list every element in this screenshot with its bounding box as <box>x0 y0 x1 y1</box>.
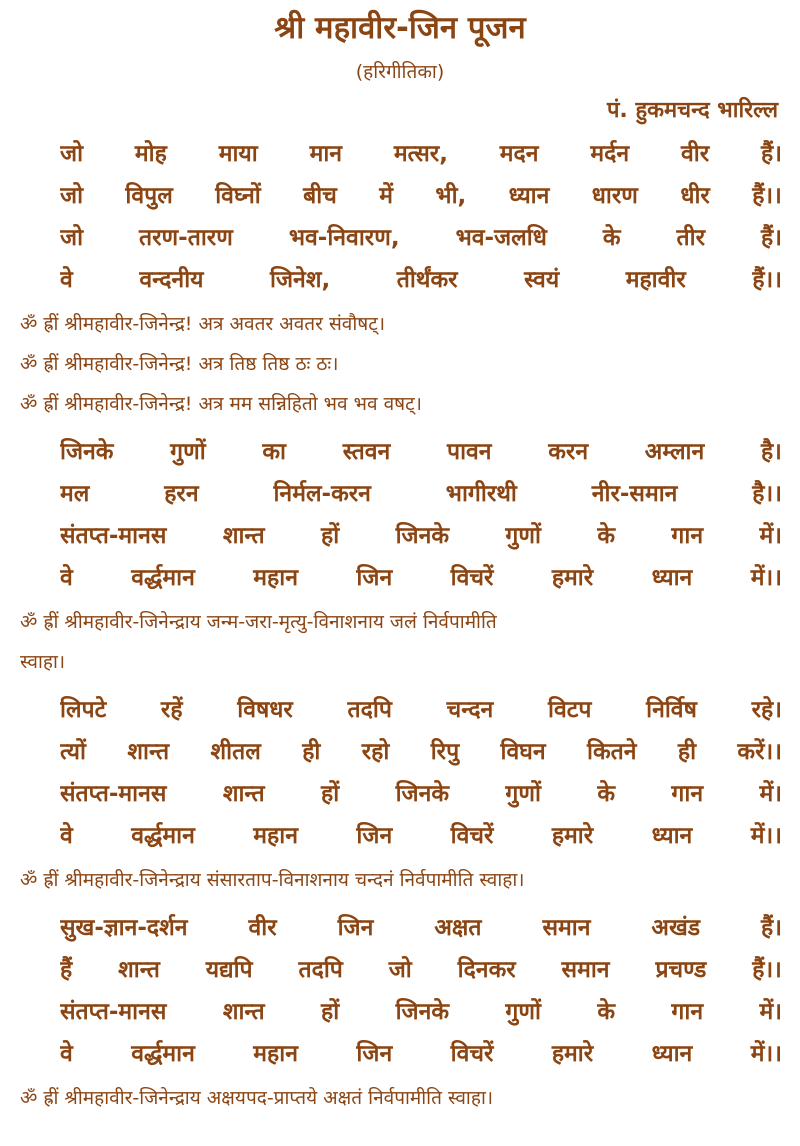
verse-word: हमारे <box>551 565 594 591</box>
verse-word: के <box>597 781 616 807</box>
verse-word: वे <box>60 565 73 591</box>
verse-word: शान्त <box>118 957 160 983</box>
verse-word: लिपटे <box>60 697 107 723</box>
verse-word: विटप <box>548 697 592 723</box>
verse-word: विचरें <box>450 565 494 591</box>
verse-word: अक्षत <box>434 915 482 941</box>
verse-word: महान <box>253 565 298 591</box>
verse-word: तीर <box>676 225 705 251</box>
verse-word: हैं। <box>761 915 782 941</box>
verse-word: है। <box>760 439 782 465</box>
verse-word: ध्यान <box>508 183 550 209</box>
verse-word: के <box>602 225 621 251</box>
verse-word: जिन <box>356 1041 393 1067</box>
verse-word: में।। <box>750 1041 782 1067</box>
verse-word: ध्यान <box>651 823 693 849</box>
verse-word: में।। <box>750 823 782 849</box>
verse-word: शान्त <box>222 999 265 1025</box>
verse-word: हों <box>321 523 340 549</box>
verse-word: महान <box>253 1041 298 1067</box>
verse-line <box>60 478 782 510</box>
verse-word: विघन <box>500 739 546 765</box>
verse-word: तीर्थंकर <box>396 267 458 293</box>
verse-word: तदपि <box>298 957 343 983</box>
verse-word: ही <box>677 739 697 765</box>
verse-word: मान <box>309 141 343 167</box>
verse-word: अम्लान <box>644 439 705 465</box>
mantra-line: ॐ ह्रीं श्रीमहावीर-जिनेन्द्र! अत्र अवतर अवतर संवौषट्। <box>20 313 386 335</box>
verse-word: वे <box>60 1041 73 1067</box>
verse-word: हमारे <box>551 823 594 849</box>
verse-word: वन्दनीय <box>139 267 204 293</box>
verse-word: जो <box>60 141 84 167</box>
verse-word: भागीरथी <box>445 481 517 507</box>
verse-line <box>60 520 782 552</box>
verse-word: गान <box>671 781 704 807</box>
verse-word: शान्त <box>127 739 170 765</box>
verse-word: शान्त <box>222 523 265 549</box>
verse-word: संतप्त-मानस <box>60 999 167 1025</box>
verse-word: हों <box>321 781 340 807</box>
verse-word: निर्मल-करन <box>273 481 371 507</box>
verse-word: का <box>262 439 286 465</box>
verse-word: ध्यान <box>651 1041 693 1067</box>
verse-word: गुणों <box>505 781 541 807</box>
verse-word: गुणों <box>170 439 206 465</box>
verse-word: में।। <box>750 565 782 591</box>
verse-word: वे <box>60 823 73 849</box>
verse-line <box>60 820 782 852</box>
mantra-line: ॐ ह्रीं श्रीमहावीर-जिनेन्द्र! अत्र तिष्ठ तिष्ठ ठः ठः। <box>20 353 339 375</box>
verse-word: गान <box>671 523 704 549</box>
verse-word: जिन <box>337 915 374 941</box>
verse-word: प्रचण्ड <box>655 957 707 983</box>
verse-word: जो <box>60 183 84 209</box>
verse-word: हों <box>321 999 340 1025</box>
verse-word: में। <box>759 999 782 1025</box>
verse-word: हमारे <box>551 1041 594 1067</box>
verse-word: गान <box>671 999 704 1025</box>
verse-word: त्यों <box>60 739 86 765</box>
verse-word: करें।। <box>737 739 782 765</box>
verse-word: महान <box>253 823 298 849</box>
verse-word: हैं।। <box>752 183 782 209</box>
verse-line <box>60 736 782 768</box>
verse-word: वर्द्धमान <box>131 823 195 849</box>
verse-word: शीतल <box>210 739 261 765</box>
verse-word: धारण <box>591 183 638 209</box>
verse-word: जिनके <box>395 781 450 807</box>
verse-word: हैं। <box>761 225 782 251</box>
verse-word: रिपु <box>430 739 460 765</box>
verse-word: ध्यान <box>651 565 693 591</box>
verse-line <box>60 264 782 296</box>
verse-word: ही <box>302 739 321 765</box>
verse-line <box>60 778 782 810</box>
verse-line <box>60 562 782 594</box>
verse-line <box>60 222 782 254</box>
verse-word: शान्त <box>222 781 265 807</box>
verse-word: वर्द्धमान <box>131 565 195 591</box>
mantra-line: ॐ ह्रीं श्रीमहावीर-जिनेन्द्र! अत्र मम सन्निहितो भव भव वषट्। <box>20 393 422 415</box>
verse-word: हैं।। <box>752 957 782 983</box>
verse-word: वे <box>60 267 73 293</box>
verse-word: भव-जलधि <box>455 225 547 251</box>
verse-word: के <box>597 999 616 1025</box>
mantra-line: ॐ ह्रीं श्रीमहावीर-जिनेन्द्राय जन्म-जरा-मृत्यु-विनाशनाय जलं निर्वपामीति <box>20 611 497 633</box>
verse-word: दिनकर <box>457 957 516 983</box>
verse-word: पावन <box>447 439 492 465</box>
verse-word: विपुल <box>125 183 173 209</box>
verse-word: चन्दन <box>446 697 494 723</box>
verse-word: वर्द्धमान <box>131 1041 195 1067</box>
verse-word: भी, <box>435 183 467 209</box>
verse-word: के <box>597 523 616 549</box>
verse-word: तरण-तारण <box>139 225 233 251</box>
verse-word: हैं। <box>761 141 782 167</box>
mantra-line: ॐ ह्रीं श्रीमहावीर-जिनेन्द्राय संसारताप-विनाशनाय चन्दनं निर्वपामीति स्वाहा। <box>20 869 525 891</box>
verse-word: कितने <box>587 739 637 765</box>
verse-word: निर्विष <box>646 697 697 723</box>
verse-word: विषधर <box>237 697 293 723</box>
verse-line <box>60 1038 782 1070</box>
verse-word: मत्सर, <box>393 141 448 167</box>
verse-word: मल <box>60 481 90 507</box>
mantra-line: स्वाहा। <box>20 651 66 673</box>
verse-word: बीच <box>303 183 337 209</box>
verse-line <box>60 912 782 944</box>
verse-word: धीर <box>680 183 710 209</box>
verse-line <box>60 180 782 212</box>
verse-word: रहे। <box>751 697 782 723</box>
verse-word: समान <box>561 957 610 983</box>
verse-word: गुणों <box>505 999 541 1025</box>
verse-word: में। <box>759 781 782 807</box>
page-title: श्री महावीर-जिन पूजन <box>274 10 526 46</box>
verse-word: महावीर <box>625 267 686 293</box>
verse-word: में <box>379 183 394 209</box>
verse-word: हैं <box>60 957 73 983</box>
verse-word: मोह <box>134 141 167 167</box>
verse-word: जिनके <box>60 439 114 465</box>
verse-word: रहो <box>361 739 390 765</box>
verse-word: है।। <box>752 481 782 507</box>
verse-word: हैं।। <box>752 267 782 293</box>
verse-word: करन <box>548 439 589 465</box>
verse-word: विघ्नों <box>215 183 261 209</box>
mantra-line: ॐ ह्रीं श्रीमहावीर-जिनेन्द्राय अक्षयपद-प्राप्तये अक्षतं निर्वपामीति स्वाहा। <box>20 1087 494 1109</box>
verse-word: विचरें <box>450 1041 494 1067</box>
verse-word: जो <box>388 957 412 983</box>
verse-word: मदन <box>499 141 539 167</box>
verse-word: अखंड <box>651 915 701 941</box>
verse-word: नीर-समान <box>591 481 678 507</box>
verse-word: जिन <box>356 565 393 591</box>
verse-line <box>60 436 782 468</box>
verse-word: सुख-ज्ञान-दर्शन <box>60 915 188 941</box>
verse-word: संतप्त-मानस <box>60 781 167 807</box>
verse-word: मर्दन <box>590 141 630 167</box>
verse-line <box>60 996 782 1028</box>
verse-word: वीर <box>680 141 710 167</box>
verse-word: हरन <box>164 481 199 507</box>
verse-word: जिन <box>356 823 393 849</box>
verse-word: जिनके <box>395 523 450 549</box>
verse-word: स्तवन <box>342 439 391 465</box>
verse-word: गुणों <box>505 523 541 549</box>
verse-word: विचरें <box>450 823 494 849</box>
verse-line <box>60 138 782 170</box>
verse-word: जिनेश, <box>270 267 331 293</box>
meter-subtitle: (हरिगीतिका) <box>355 61 445 83</box>
verse-line <box>60 954 782 986</box>
verse-word: स्वयं <box>524 267 560 293</box>
verse-word: संतप्त-मानस <box>60 523 167 549</box>
verse-word: में। <box>759 523 782 549</box>
verse-word: रहें <box>160 697 183 723</box>
verse-word: तदपि <box>347 697 392 723</box>
verse-word: जिनके <box>395 999 450 1025</box>
verse-word: भव-निवारण, <box>288 225 400 251</box>
verse-word: यद्यपि <box>205 957 253 983</box>
verse-word: वीर <box>248 915 277 941</box>
verse-word: समान <box>542 915 591 941</box>
verse-word: जो <box>60 225 84 251</box>
verse-word: माया <box>218 141 258 167</box>
author-name: पं. हुकमचन्द भारिल्ल <box>606 98 778 123</box>
verse-line <box>60 694 782 726</box>
